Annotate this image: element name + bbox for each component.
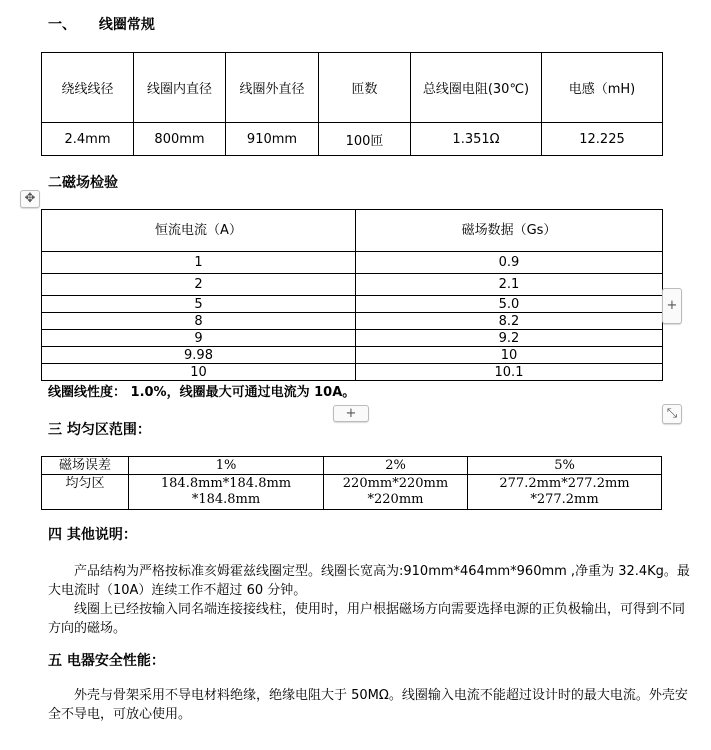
current-cell: 5 — [42, 296, 356, 313]
current-cell: 10 — [42, 364, 356, 381]
row-label-cell: 均匀区 — [42, 475, 129, 510]
field-cell: 2.1 — [356, 274, 663, 296]
magnetic-field-table — [41, 209, 663, 381]
section2-title: 二磁场检验 — [48, 175, 118, 191]
table-row — [42, 364, 663, 381]
paragraph: 线圈上已经按输入同名端连接接线柱，使用时，用户根据磁场方向需要选择电源的正负极输出，可得到不同方向的磁场。 — [48, 602, 686, 636]
header-cell: 线圈内直径 — [134, 53, 226, 123]
field-cell: 8.2 — [356, 313, 663, 330]
field-cell: 10.1 — [356, 364, 663, 381]
section1-title: 线圈常规 — [98, 17, 155, 33]
field-cell: 9.2 — [356, 330, 663, 347]
table-row — [42, 252, 663, 274]
table-row — [42, 330, 663, 347]
field-cell: 10 — [356, 347, 663, 364]
table-header-row — [42, 210, 663, 252]
header-cell: 恒流电流（A） — [42, 210, 356, 252]
zone-cell-line: 277.2mm*277.2mm — [499, 476, 630, 491]
current-cell: 2 — [42, 274, 356, 296]
header-cell: 线圈外直径 — [226, 53, 319, 123]
section1-heading — [48, 16, 155, 34]
header-cell: 磁场数据（Gs） — [356, 210, 663, 252]
add-column-icon[interactable]: + — [662, 288, 682, 324]
header-cell: 电感（mH) — [542, 53, 663, 123]
paragraph: 外壳与骨架采用不导电材料绝缘，绝缘电阻大于 50MΩ。线圈输入电流不能超过设计时的最大电流。外壳安全不导电，可放心使用。 — [48, 688, 688, 722]
current-cell: 9.98 — [42, 347, 356, 364]
value-cell: 910mm — [226, 123, 319, 156]
value-cell: 1.351Ω — [411, 123, 542, 156]
header-cell: 匝数 — [319, 53, 411, 123]
current-cell: 8 — [42, 313, 356, 330]
value-cell: 100匝 — [319, 123, 411, 156]
zone-cell-line: 184.8mm*184.8mm — [160, 476, 292, 491]
coil-spec-table — [41, 52, 663, 156]
section5-title: 五 电器安全性能： — [48, 653, 165, 669]
header-cell: 总线圈电阻(30℃) — [411, 53, 542, 123]
section4-title: 四 其他说明： — [48, 527, 137, 543]
paragraph: 产品结构为严格按标准亥姆霍兹线圈定型。线圈长宽高为:910mm*464mm*960mm ,净重为 32.4Kg。最大电流时（10A）连续工作不超过 60 分钟。 — [48, 564, 690, 598]
table-row — [42, 274, 663, 296]
section1-number: 一、 — [48, 17, 76, 33]
zone-cell — [468, 475, 662, 510]
header-cell: 5% — [468, 457, 662, 475]
value-cell: 12.225 — [542, 123, 663, 156]
zone-cell-line: *220mm — [367, 492, 424, 507]
field-cell: 0.9 — [356, 252, 663, 274]
zone-cell-line: *184.8mm — [191, 492, 261, 507]
value-cell: 800mm — [134, 123, 226, 156]
add-row-icon[interactable]: + — [333, 405, 369, 422]
table-move-icon[interactable]: ✥ — [20, 190, 40, 208]
header-cell: 绕线线径 — [42, 53, 134, 123]
header-cell: 1% — [129, 457, 324, 475]
value-cell: 2.4mm — [42, 123, 134, 156]
resize-handle-icon[interactable]: ⤡ — [662, 404, 682, 424]
header-cell: 2% — [324, 457, 468, 475]
zone-cell — [129, 475, 324, 510]
table-row — [42, 475, 662, 510]
linearity-note: 线圈线性度： 1.0%，线圈最大可通过电流为 10A。 — [48, 385, 356, 400]
uniform-zone-table — [41, 456, 662, 510]
zone-cell — [324, 475, 468, 510]
table-row — [42, 313, 663, 330]
current-cell: 9 — [42, 330, 356, 347]
field-cell: 5.0 — [356, 296, 663, 313]
zone-cell-line: *277.2mm — [530, 492, 599, 507]
section3-title: 三 均匀区范围： — [48, 422, 151, 438]
table-row — [42, 347, 663, 364]
zone-cell-line: 220mm*220mm — [342, 476, 449, 491]
section4-body — [48, 562, 690, 638]
header-cell: 磁场误差 — [42, 457, 129, 475]
table-row — [42, 123, 663, 156]
current-cell: 1 — [42, 252, 356, 274]
section5-body — [48, 686, 690, 724]
table-row — [42, 296, 663, 313]
table-header-row — [42, 53, 663, 123]
table-header-row — [42, 457, 662, 475]
